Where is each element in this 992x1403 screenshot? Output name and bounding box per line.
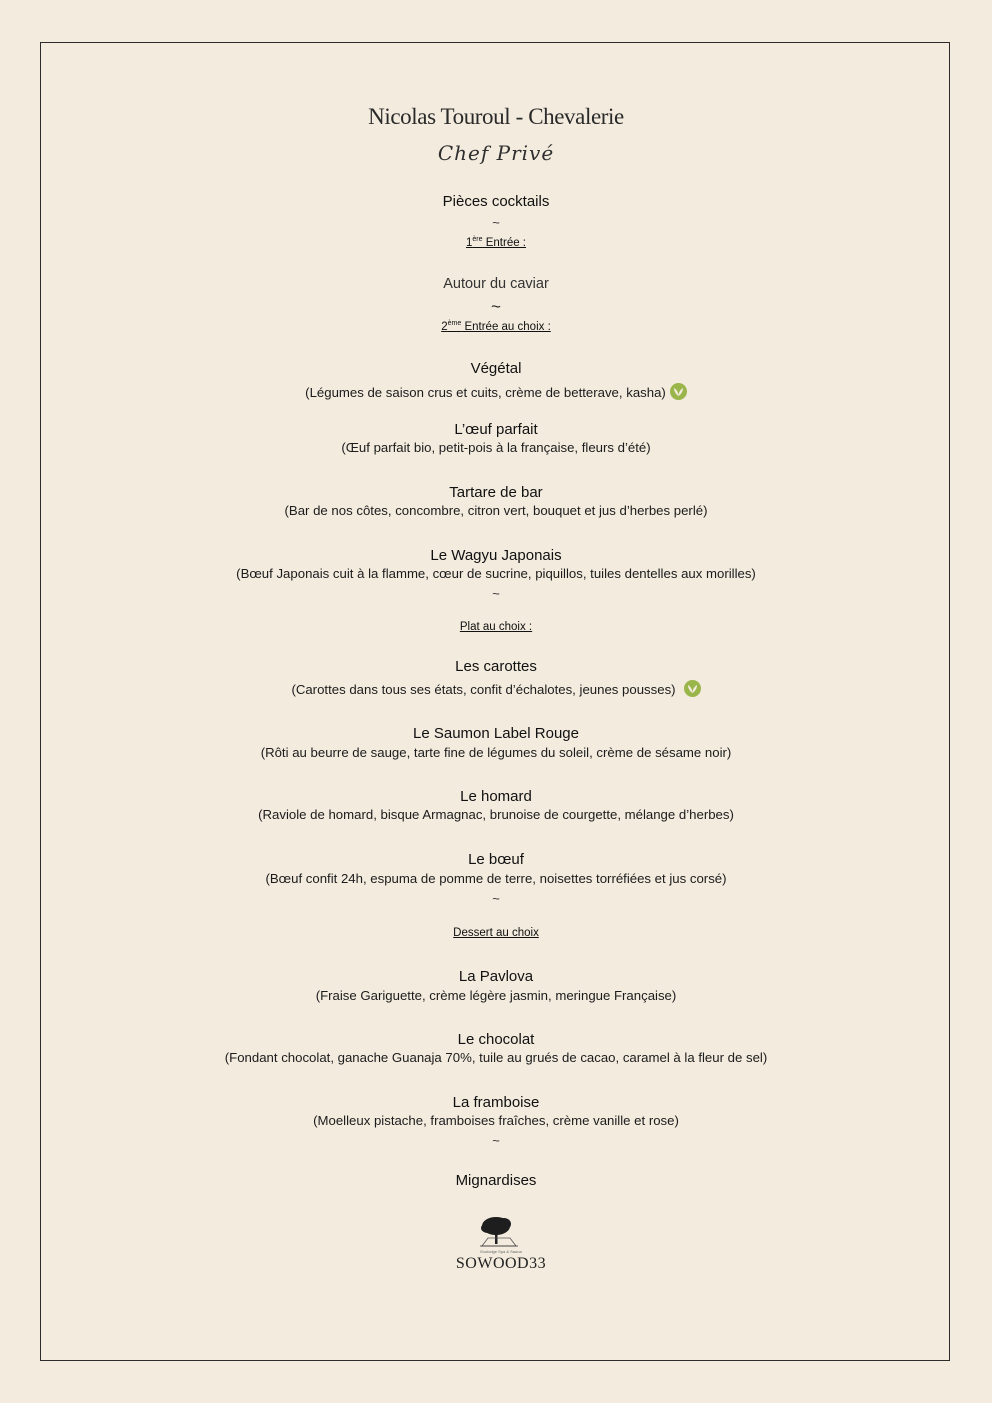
menu-item-title: Le chocolat (457, 1031, 535, 1048)
separator: ~ (492, 891, 500, 906)
vegetarian-leaf-icon (670, 383, 687, 400)
menu-item-desc: (Carottes dans tous ses états, confit d’échalotes, jeunes pousses) (0, 680, 992, 697)
separator: ~ (492, 215, 500, 230)
menu-item-title: Végétal (470, 360, 522, 377)
menu-item-title: La framboise (452, 1094, 540, 1111)
menu-item-desc: (Œuf parfait bio, petit-pois à la française, fleurs d’été) (341, 440, 651, 455)
menu-item-title: Tartare de bar (449, 484, 543, 501)
menu-item-desc: (Légumes de saison crus et cuits, crème de betterave, kasha) (0, 383, 992, 400)
menu-item-desc: (Bœuf confit 24h, espuma de pomme de terre, noisettes torréfiées et jus corsé) (265, 871, 727, 886)
caviar-item: Autour du caviar (443, 276, 549, 292)
separator: ~ (492, 586, 500, 601)
menu-item-title: Le Wagyu Japonais (430, 547, 562, 564)
chef-title: Chef Privé (437, 141, 555, 165)
mignardises-title: Mignardises (455, 1172, 537, 1189)
menu-item-title: Le Saumon Label Rouge (413, 725, 579, 742)
menu-item-desc: (Raviole de homard, bisque Armagnac, brunoise de courgette, mélange d’herbes) (258, 807, 734, 822)
menu-item-title: Le bœuf (468, 851, 524, 868)
logo-tagline: Ecolodge Spa & Sauna (480, 1249, 522, 1254)
tree-icon (446, 1212, 556, 1252)
menu-item-desc: (Fraise Gariguette, crème légère jasmin, meringue Française) (315, 988, 677, 1003)
menu-item-title: L’œuf parfait (454, 421, 538, 438)
menu-item-title: Le homard (460, 788, 532, 805)
vegetarian-leaf-icon (684, 680, 701, 697)
menu-item-desc: (Moelleux pistache, framboises fraîches, crème vanille et rose) (313, 1113, 679, 1128)
entree2-heading: 2ème Entrée au choix : (441, 320, 551, 333)
menu-item-title: Les carottes (455, 658, 537, 675)
cocktails-title: Pièces cocktails (442, 193, 550, 210)
chef-name: Nicolas Touroul - Chevalerie (368, 104, 624, 129)
separator: ~ (491, 297, 501, 316)
menu-item-desc: (Fondant chocolat, ganache Guanaja 70%, tuile au grués de cacao, caramel à la fleur de sel) (224, 1050, 768, 1065)
separator: ~ (492, 1133, 500, 1148)
sowood-logo (446, 1212, 556, 1282)
menu-item-desc: (Bar de nos côtes, concombre, citron vert, bouquet et jus d’herbes perlé) (284, 503, 708, 518)
logo-name: SOWOOD33 (455, 1255, 547, 1272)
entree1-heading: 1ère Entrée : (466, 236, 526, 249)
menu-item-desc: (Rôti au beurre de sauge, tarte fine de légumes du soleil, crème de sésame noir) (260, 745, 732, 760)
menu-item-title: La Pavlova (458, 968, 534, 985)
plat-heading: Plat au choix : (459, 621, 533, 633)
dessert-heading: Dessert au choix (453, 927, 539, 939)
menu-item-desc: (Bœuf Japonais cuit à la flamme, cœur de sucrine, piquillos, tuiles dentelles aux morilles) (236, 566, 756, 581)
